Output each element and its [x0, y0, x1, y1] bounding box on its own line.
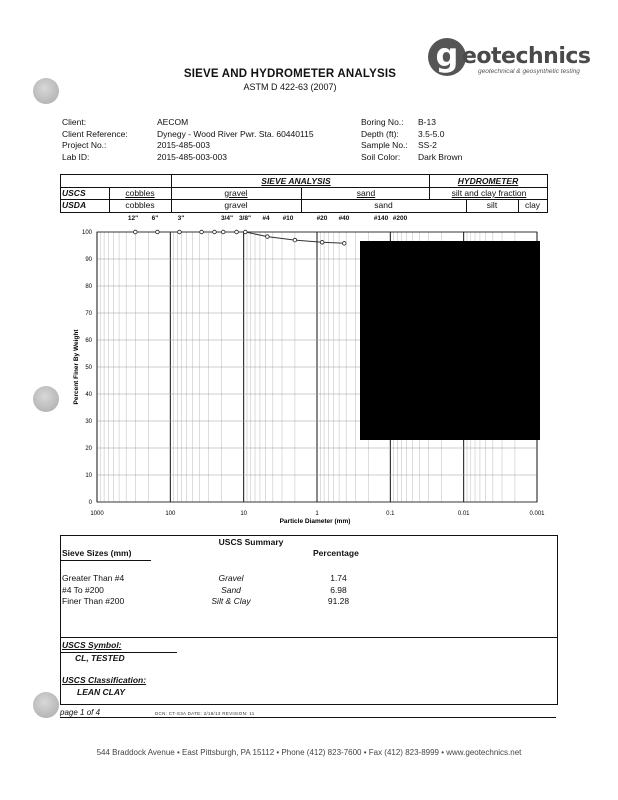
- summary-name: Silt & Clay: [211, 596, 251, 606]
- summary-name: Gravel: [218, 573, 244, 583]
- y-tick-label: 70: [85, 311, 92, 317]
- uscs-cobbles: cobbles: [125, 188, 155, 198]
- value-lab-id: 2015-485-003-003: [157, 151, 227, 162]
- label-client-reference: Client Reference:: [62, 128, 128, 139]
- uscs-classification-label: USCS Classification:: [62, 675, 147, 685]
- sieve-label: 6": [151, 215, 159, 222]
- company-address: 544 Braddock Avenue • East Pittsburgh, PA 15112 • Phone (412) 823-7600 • Fax (412) 823-8999 • www.geotechnics.net: [96, 748, 522, 757]
- label-sample-no: Sample No.:: [361, 140, 408, 150]
- uscs-silt-clay: silt and clay fraction: [451, 188, 527, 198]
- label-depth: Depth (ft):: [361, 128, 399, 139]
- y-axis-label: Percent Finer By Weight: [73, 329, 80, 405]
- value-client-reference: Dynegy - Wood River Pwr. Sta. 60440115: [157, 128, 314, 139]
- summary-pct: 91.28: [327, 596, 350, 606]
- summary-ranges: [62, 573, 124, 608]
- hydrometer-heading: HYDROMETER: [457, 176, 519, 186]
- value-soil-color: Dark Brown: [418, 151, 463, 162]
- binder-hole: [33, 692, 59, 718]
- value-client: AECOM: [157, 117, 189, 127]
- sieve-label: #20: [316, 215, 328, 222]
- y-tick-label: 30: [85, 419, 92, 425]
- sieve-label: #200: [392, 215, 408, 222]
- y-tick-label: 60: [85, 338, 92, 344]
- y-tick-label: 100: [81, 230, 92, 236]
- summary-divider: [61, 637, 557, 638]
- sieve-analysis-heading: SIEVE ANALYSIS: [261, 176, 331, 186]
- x-tick-labels: [90, 511, 545, 517]
- y-tick-labels: [82, 230, 93, 506]
- usda-silt: silt: [486, 200, 498, 210]
- usda-clay: clay: [524, 200, 541, 210]
- x-tick-label: 1: [315, 511, 319, 517]
- uscs-label: USCS: [62, 188, 86, 198]
- x-tick-label: 0.01: [457, 511, 470, 517]
- summary-pct: 1.74: [330, 573, 347, 583]
- sieve-label: 3/4": [220, 215, 234, 222]
- label-client: Client:: [62, 117, 87, 127]
- y-tick-label: 80: [85, 284, 92, 290]
- y-tick-label: 10: [85, 473, 92, 479]
- gradation-curve: [135, 232, 344, 243]
- data-point: [342, 242, 346, 246]
- document-code: DCN: CT-S3A DATE: 2/18/13 REVISION: 11: [155, 711, 255, 716]
- y-tick-label: 90: [85, 257, 92, 263]
- label-project-no: Project No.:: [62, 140, 107, 150]
- percentage-header: Percentage: [313, 548, 359, 558]
- sieve-sizes-header: Sieve Sizes (mm): [62, 548, 132, 558]
- redaction-box: [360, 241, 540, 440]
- logo-letter: g: [428, 38, 466, 76]
- data-point: [200, 230, 204, 234]
- logo-tagline: geotechnical & geosynthetic testing: [478, 68, 580, 75]
- report-standard: ASTM D 422-63 (2007): [243, 82, 337, 92]
- header-underline: [61, 560, 151, 561]
- uscs-gravel: gravel: [224, 188, 248, 198]
- sieve-label: #40: [338, 215, 350, 222]
- sieve-label: #4: [262, 215, 270, 222]
- y-tick-label: 0: [88, 500, 92, 506]
- sieve-label: 3/8": [238, 215, 252, 222]
- logo-name: eotechnics: [462, 44, 591, 69]
- sieve-label: 3": [177, 215, 185, 222]
- summary-range: #4 To #200: [62, 584, 104, 595]
- data-point: [221, 230, 225, 234]
- sieve-label: #140: [373, 215, 389, 222]
- data-point: [156, 230, 160, 234]
- value-depth: 3.5-5.0: [418, 128, 445, 139]
- uscs-sand: sand: [356, 188, 376, 198]
- uscs-symbol-label: USCS Symbol:: [62, 640, 122, 650]
- uscs-summary-box: [60, 535, 558, 705]
- data-point: [235, 230, 239, 234]
- data-point: [266, 235, 270, 239]
- summary-pct: 6.98: [330, 584, 347, 595]
- sieve-label: #10: [282, 215, 294, 222]
- value-sample-no: SS-2: [418, 140, 437, 150]
- y-tick-label: 50: [85, 365, 92, 371]
- data-point: [213, 230, 217, 234]
- y-tick-label: 20: [85, 446, 92, 452]
- summary-name: Sand: [221, 584, 241, 595]
- summary-names: [191, 573, 271, 608]
- data-point: [134, 230, 138, 234]
- y-tick-label: 40: [85, 392, 92, 398]
- summary-range: Greater Than #4: [62, 573, 125, 583]
- x-tick-label: 0.001: [529, 511, 545, 517]
- x-tick-label: 10: [240, 511, 248, 517]
- uscs-classification-value: LEAN CLAY: [77, 687, 126, 697]
- summary-range: Finer Than #200: [62, 596, 125, 606]
- value-boring-no: B-13: [418, 117, 436, 127]
- x-axis-label: Particle Diameter (mm): [279, 518, 351, 525]
- usda-cobbles: cobbles: [125, 200, 155, 210]
- data-point: [320, 240, 324, 244]
- x-tick-label: 1000: [90, 511, 104, 517]
- uscs-symbol-value: CL, TESTED: [75, 653, 125, 663]
- x-tick-label: 0.1: [386, 511, 395, 517]
- page-number: page 1 of 4: [60, 708, 101, 717]
- label-soil-color: Soil Color:: [361, 151, 401, 162]
- x-tick-label: 100: [165, 511, 176, 517]
- data-point: [244, 230, 248, 234]
- usda-sand: sand: [374, 200, 393, 210]
- data-point: [293, 238, 297, 242]
- usda-label: USDA: [62, 200, 87, 210]
- summary-percentages: [316, 573, 361, 608]
- summary-title: USCS Summary: [218, 537, 284, 547]
- value-project-no: 2015-485-003: [157, 140, 210, 150]
- label-lab-id: Lab ID:: [62, 151, 90, 162]
- label-boring-no: Boring No.:: [361, 117, 404, 127]
- data-point: [178, 230, 182, 234]
- report-title: SIEVE AND HYDROMETER ANALYSIS: [183, 68, 397, 80]
- sieve-label: 12": [127, 215, 139, 222]
- footer-rule: [60, 717, 556, 718]
- usda-gravel: gravel: [224, 200, 248, 210]
